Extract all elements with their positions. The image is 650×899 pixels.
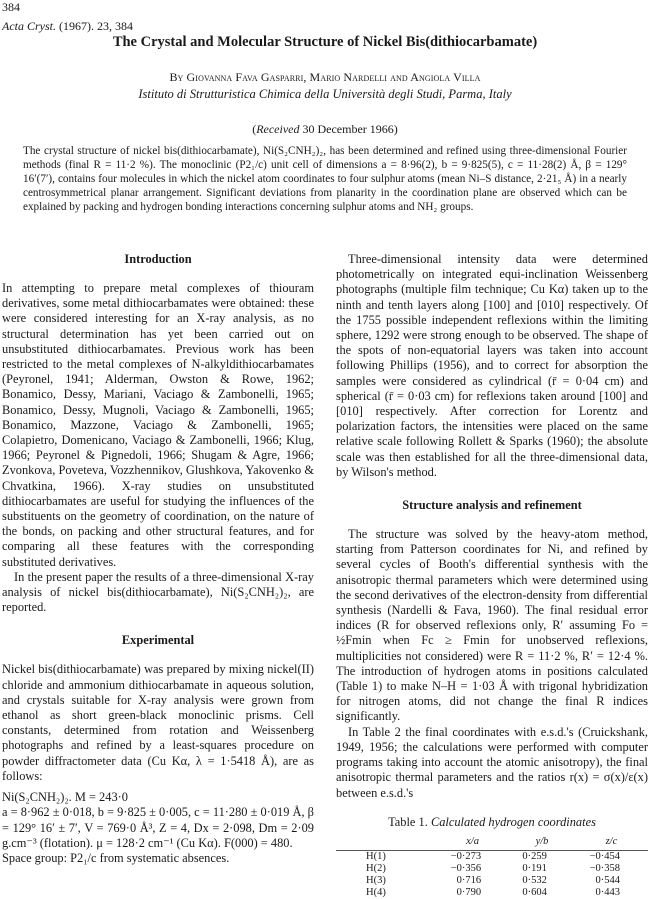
table-row [336,875,648,887]
abstract: The crystal structure of nickel bis(dithiocarbamate), Ni(S₂CNH₂)₂, has been determined and refined using three-dimensional Fourier methods (final R = 11·2 %). The monoclinic (P2₁/c) unit cell of dimensions a = 8·96(2), b = 9·825(5), c = 11·28(2) Å, β = 129° 16′(7′), contains four molecules in which the nickel atom coordinates to four sulphur atoms (mean Ni–S distance, 2·21₅ Å) in a nearly centrosymmetrical planar arrangement. Significant deviations from planarity in the coordination plane are observed which can be explained by packing and hydrogen bonding interactions concerning sulphur atoms and NH₂ groups. [23,145,627,214]
y-coordinate: 0·532 [522,875,547,887]
received-date-line: (Received 30 December 1966) [252,122,398,136]
z-coordinate: 0·544 [595,875,620,887]
atom-label: H(2) [366,863,386,875]
x-coordinate: 0·716 [456,875,482,887]
z-coordinate: −0·454 [589,851,620,863]
table-row [336,851,648,864]
table-1-caption-text: Calculated hydrogen coordinates [430,814,596,829]
x-coordinate: −0·356 [450,863,482,875]
x-coordinate: 0·790 [456,887,482,899]
received-label: Received [256,122,300,136]
table-header-x: x/a [436,834,509,851]
atom-label: H(3) [366,875,386,887]
paper-title: The Crystal and Molecular Structure of Nickel Bis(dithiocarbamate) [112,34,538,50]
table-row [336,887,648,899]
table-1-number: Table 1. [388,814,428,829]
y-coordinate: 0·604 [522,887,547,899]
y-coordinate: 0·191 [522,863,547,875]
atom-label: H(4) [366,887,386,899]
table-header-z: z/c [575,834,648,851]
cell-constants: a = 8·962 ± 0·018, b = 9·825 ± 0·005, c = 11·280 ± 0·019 Å, β = 129° 16′ ± 7′, V = 769·0 Å³, Z = 4, Dx = 2·098, Dm = 2·09 g.cm⁻³ (flotation). μ = 128·2 cm⁻¹ (Cu Kα). F(000) = 480. [2,805,314,850]
structure-paragraph-1: The structure was solved by the heavy-atom method, starting from Patterson coordinates for Ni, and refined by several cycles of Booth's differential synthesis with the anisotropic thermal parameters which were determined using the second derivatives of the electron-density from differential synthesis (Nardelli & Fava, 1960). The final residual error indices (R for observed reflexions only, R′ assuming Fo = ½Fmin when Fc ≥ Fmin for unobserved reflexions, multiplicities not considered) were R = 11·2 %, R′ = 12·4 %. The introduction of hydrogen atoms in positions calculated (Table 1) to make N–H = 1·03 Å with trigonal hybridization for nitrogen atoms, did not change the final R indices significantly. [336,527,648,724]
space-group-line: Space group: P2₁/c from systematic absences. [2,850,230,865]
formula-line: Ni(S₂CNH₂)₂. M = 243·0 [2,790,128,805]
hydrogen-coordinates-table [336,834,648,899]
introduction-paragraph-2: In the present paper the results of a three-dimensional X-ray analysis of nickel bis(dithiocarbamate), Ni(S₂CNH₂)₂, are reported. [2,569,314,615]
journal-citation [2,19,133,34]
journal-name: Acta Cryst. [2,19,56,33]
structure-paragraph-2: In Table 2 the final coordinates with e.s.d.'s (Cruickshank, 1949, 1956; the calculations were performed with computer programs taking into account the atomic anisotropy), the final anisotropic thermal parameters and the ratios r(x) = σ(x)/ε(x) between e.s.d.'s [336,724,648,800]
table-header-row [336,834,648,851]
introduction-heading: Introduction [124,252,192,266]
z-coordinate: 0·443 [595,887,620,899]
right-column [336,252,648,899]
author-affiliation: Istituto di Strutturistica Chimica della Università degli Studi, Parma, Italy [138,87,512,101]
table-header-label [336,834,436,851]
intensity-data-paragraph: Three-dimensional intensity data were determined photometrically on integrated equi-inclination Weissenberg photographs (multiple film technique; Cu Kα) taken up to the ninth and tenth layers along [100] and [010] respectively. Of the 1755 possible independent reflexions within the limiting sphere, 1292 were strong enough to be observed. The shape of the spots of non-equatorial layers was taken into account following Phillips (1956), and to correct for absorption the samples were considered as cylindrical (r̄ = 0·04 cm) and spherical (r̄ = 0·03 cm) for reflexions taken around [100] and [010] respectively. After correction for Lorentz and polarization factors, the intensities were placed on the same relative scale following Rollett & Sparks (1960); the absolute scale was then established for all the three-dimensional data, by Wilson's method. [336,252,648,479]
x-coordinate: −0·273 [450,851,482,863]
left-column [2,252,314,866]
atom-label: H(1) [366,851,386,863]
author-list: By Giovanna Fava Gasparri, Mario Nardelli and Angiola Villa [169,70,481,84]
experimental-paragraph-1: Nickel bis(dithiocarbamate) was prepared by mixing nickel(II) chloride and ammonium dithiocarbamate in aqueous solution, and crystals suitable for X-ray analysis were grown from ethanol as short green-black monoclinic prisms. Cell constants, determined from rotation and Weissenberg photographs and refined by a least-squares procedure on powder diffractometer data (Cu Kα, λ = 1·5418 Å), are as follows: [2,662,314,783]
y-coordinate: 0·259 [522,851,547,863]
experimental-heading: Experimental [121,633,195,648]
structure-analysis-heading: Structure analysis and refinement [402,498,582,513]
page-number: 384 [2,0,20,14]
table-header-y: y/b [509,834,575,851]
journal-ref: (1967). 23, 384 [59,19,133,33]
table-row [336,863,648,875]
z-coordinate: −0·358 [589,863,620,875]
received-date: 30 December 1966 [302,122,394,136]
table-1-caption [336,815,648,830]
introduction-paragraph-1: In attempting to prepare metal complexes of thiouram derivatives, some metal dithiocarbamates were obtained: these were considered interesting for an X-ray analysis, as no structural determination has yet been carried out on unsubstituted dithiocarbamates. Previous work has been restricted to the metal complexes of N-alkyldithiocarbamates (Peyronel, 1941; Alderman, Owston & Rowe, 1962; Bonamico, Dessy, Mariani, Vaciago & Zambonelli, 1965; Bonamico, Dessy, Mugnoli, Vaciago & Zambonelli, 1965; Bonamico, Mazzone, Vaciago & Zambonelli, 1965; Colapietro, Domenicano, Vaciago & Zambonelli, 1966; Klug, 1966; Peyronel & Pignedoli, 1966; Shugam & Agre, 1966; Zvonkova, Poveteva, Vozzhennikov, Glushkova, Yakovenko & Chvatkina, 1966). X-ray studies on unsubstituted dithiocarbamates are useful for studying the influences of the substituents on the geometry of coordination, on the nature of the bonds, on packing and other structural features, and for comparing all these features with the corresponding substituted derivatives. [2,281,314,569]
